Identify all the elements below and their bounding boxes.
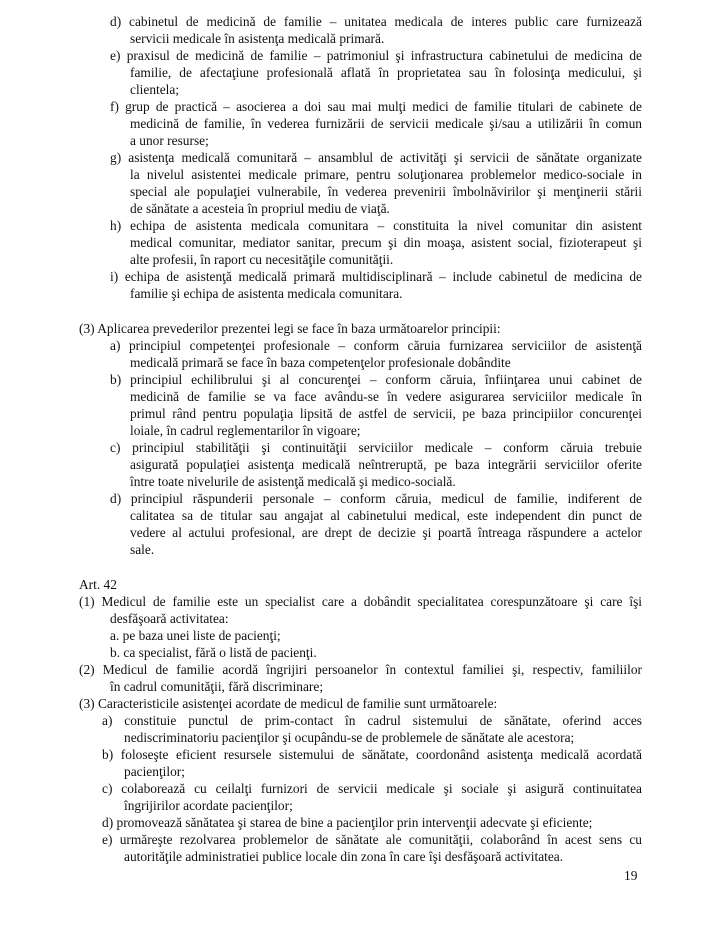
text-line: e) praxisul de medicină de familie – patrimoniul şi infrastructura cabinetului de medicina de <box>110 48 642 63</box>
text-line: d) principiul răspunderii personale – conform căruia, medicul de familie, indiferent de <box>110 491 642 506</box>
text-line: calitatea sa de titular sau angajat al cabinetului medical, este independent din punct de <box>130 508 642 523</box>
text-line: b) principiul echilibrului şi al concurenţei – conform căruia, înfiinţarea unui cabinet de <box>110 372 642 387</box>
text-line: e) urmăreşte rezolvarea problemelor de sănătate ale comunităţii, colaborând în acest sens cu <box>102 832 642 847</box>
text-line: pacienţilor; <box>124 764 185 779</box>
text-line: special ale populaţiei vulnerabile, în vederea prevenirii îmbolnăvirilor şi menţinerii stării <box>130 184 642 199</box>
text-line: a unor resurse; <box>130 133 209 148</box>
text-line: c) principiul stabilităţii şi continuităţii serviciilor medicale – conform căruia trebuie <box>110 440 642 455</box>
text-line: a) principiul competenţei profesionale – conform căruia furnizarea serviciilor de asistenţă <box>110 338 642 353</box>
text-line: la nivelul asistentei medicale primare, pentru soluţionarea problemelor medico-sociale in <box>130 167 642 182</box>
text-line: vedere al actului profesional, are drept de decizie şi poartă întreaga răspundere a actelor <box>130 525 642 540</box>
text-line: loiale, în cadrul reglementarilor în vigoare; <box>130 423 361 438</box>
text-line: a) constituie punctul de prim-contact în cadrul sistemului de sănătate, oferind acces <box>102 713 642 728</box>
text-line: f) grup de practică – asocierea a doi sau mai mulţi medici de familie titulari de cabinete de <box>110 99 642 114</box>
text-line: în cadrul comunităţii, fără discriminare; <box>110 679 324 694</box>
text-line: medicină de familie, în vederea furnizării de servicii medicale şi/sau a utilizării în comun <box>130 116 642 131</box>
text-line: asigurată populaţiei asistenţa medicală neîntreruptă, pe baza integrării serviciilor oferite <box>130 457 642 472</box>
text-line: între toate nivelurile de asistenţă medicală şi medico-socială. <box>130 474 456 489</box>
text-line: medicină de familie se va face avându-se în vedere asigurarea serviciilor medicale în <box>130 389 642 404</box>
text-line: îngrijirilor acordate pacienţilor; <box>124 798 293 813</box>
text-line: b. ca specialist, fără o listă de pacienţi. <box>110 645 317 660</box>
text-line: nediscriminatoriu pacienţilor şi ocupându-se de problemele de sănătate ale acestora; <box>124 730 575 745</box>
text-line: g) asistenţa medicală comunitară – ansamblul de activităţi şi servicii de sănătate organizate <box>110 150 642 165</box>
text-line: b) foloseşte eficient resursele sistemului de sănătate, coordonând asistenţa medicală acordată <box>102 747 642 762</box>
text-line: Art. 42 <box>79 577 117 592</box>
text-line: de sănătate a acesteia în propriul mediu de viaţă. <box>130 201 390 216</box>
text-line: primul rând pentru populaţia lipsită de astfel de servicii, pe baza principiilor concurenţei <box>130 406 642 421</box>
text-line: servicii medicale în asistenţa medicală primară. <box>130 31 385 46</box>
text-line: (2) Medicul de familie acordă îngrijiri persoanelor în contextul familiei şi, respectiv, familiilor <box>79 662 642 677</box>
text-line: sale. <box>130 542 155 557</box>
page-number: 19 <box>624 868 638 883</box>
text-line: medicală primară se face în baza competenţelor profesionale dobândite <box>130 355 511 370</box>
text-line: familie şi echipa de asistenta medicala comunitara. <box>130 286 403 301</box>
text-line: medical comunitar, mediator sanitar, precum şi din moaşa, asistent social, fizioterapeut şi <box>130 235 642 250</box>
text-line: c) colaborează cu ceilalţi furnizori de servicii medicale şi sociale şi asigură continuitatea <box>102 781 642 796</box>
text-line: autorităţile administratiei publice locale din zona în care îşi desfăşoară activitatea. <box>124 849 564 864</box>
text-line: desfăşoară activitatea: <box>110 611 229 626</box>
text-line: alte profesii, în raport cu necesităţile comunităţii. <box>130 252 394 267</box>
text-line: familie, de afectaţiune profesională aflată în proprietatea sau în folosinţa medicului, şi <box>130 65 642 80</box>
text-line: i) echipa de asistenţă medicală primară multidisciplinară – include cabinetul de medicina de <box>110 269 642 284</box>
text-line: h) echipa de asistenta medicala comunitara – constituita la nivel comunitar din asistent <box>110 218 642 233</box>
text-line: (3) Aplicarea prevederilor prezentei legi se face în baza următoarelor principii: <box>79 321 501 336</box>
text-line: d) promovează sănătatea şi starea de bine a pacienţilor prin intervenţii adecvate şi eficiente; <box>102 815 593 830</box>
text-line: (3) Caracteristicile asistenţei acordate de medicul de familie sunt următoarele: <box>79 696 498 711</box>
text-line: d) cabinetul de medicină de familie – unitatea medicala de interes public care furnizează <box>110 14 642 29</box>
text-line: (1) Medicul de familie este un specialist care a dobândit specialitatea corespunzătoare şi care îşi <box>79 594 642 609</box>
text-line: clientela; <box>130 82 180 97</box>
text-line: a. pe baza unei liste de pacienţi; <box>110 628 281 643</box>
